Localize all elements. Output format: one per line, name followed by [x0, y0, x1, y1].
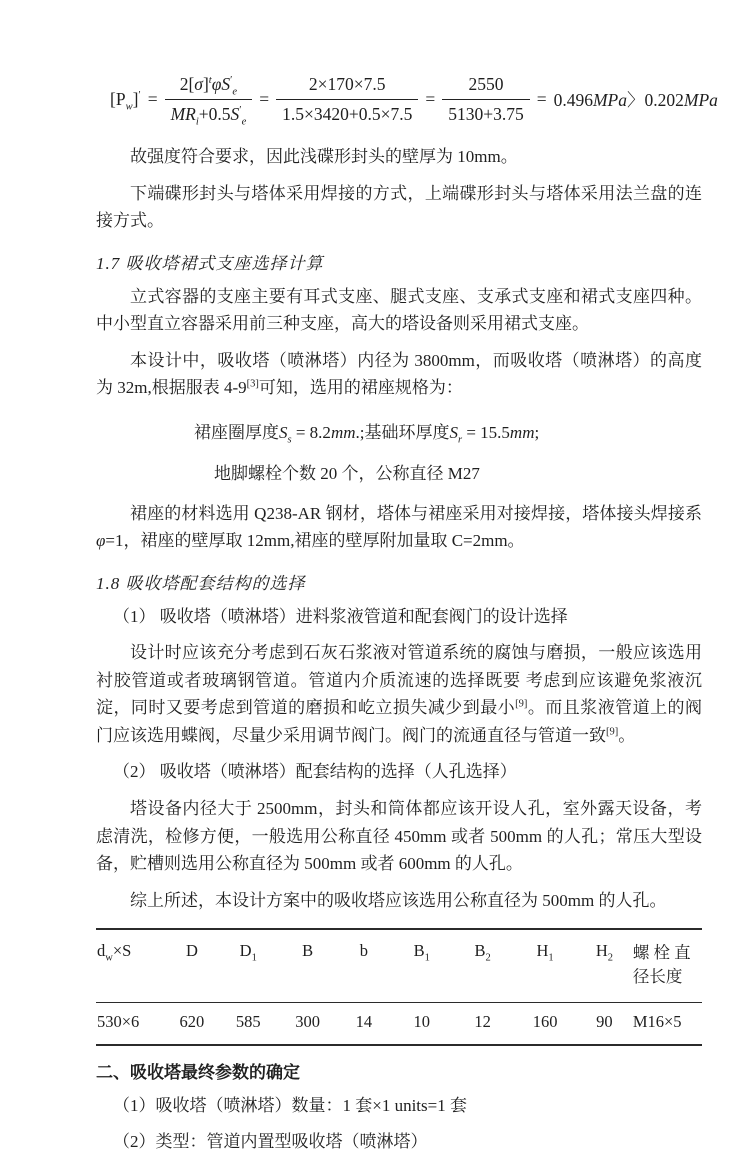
table-header-b: b — [359, 941, 369, 961]
final-item-quantity: （1）吸收塔（喷淋塔）数量：1 套×1 units=1 套 — [113, 1095, 467, 1115]
table-cell-d1: 585 — [235, 1011, 261, 1031]
table-header-b-cap: B — [302, 941, 314, 961]
citation-9: [9] — [515, 698, 528, 710]
table-header-b2: $B_2$ — [474, 941, 491, 964]
list-item-2-manhole: （2） 吸收塔（喷淋塔）配套结构的选择（人孔选择） — [113, 762, 517, 782]
table-cell-h2: 90 — [596, 1011, 613, 1031]
citation-9: [9] — [606, 726, 619, 738]
table-header-row — [96, 929, 702, 1002]
manhole-dimension-table — [96, 928, 702, 1046]
section-heading-1-7: 1.7 吸收塔裙式支座选择计算 — [96, 253, 324, 273]
table-data-row — [96, 1002, 702, 1045]
paragraph-support-types: 立式容器的支座主要有耳式支座、腿式支座、支承式支座和裙式支座四种。中小型直立容器采用前三种支座，高大的塔设备则采用裙式支座。 — [96, 286, 702, 334]
section-heading-final-parameters: 二、吸收塔最终参数的确定 — [96, 1062, 300, 1082]
table-header-h1: $H_1$ — [536, 941, 554, 964]
table-cell-h1: 160 — [532, 1011, 558, 1031]
equals-sign: = — [425, 89, 436, 109]
formula-result: 0.496MPa〉0.202MPa — [553, 90, 718, 110]
table-cell-b-cap: 300 — [295, 1011, 320, 1031]
final-item-type: （2）类型：管道内置型吸收塔（喷淋塔） — [113, 1132, 428, 1152]
table-cell-bolt-size: M16×5 — [632, 1011, 682, 1031]
section-heading-1-8: 1.8 吸收塔配套结构的选择 — [96, 573, 306, 593]
table-header-h2: $H_2$ — [595, 941, 614, 964]
citation-3: [3] — [246, 378, 259, 390]
list-item-1-pipe-valve: （1） 吸收塔（喷淋塔）进料浆液管道和配套阀门的设计选择 — [113, 606, 568, 626]
table-cell-b2: 12 — [474, 1011, 491, 1031]
table-cell-b1: 10 — [413, 1011, 430, 1031]
numeric-fraction-2: $\frac{2550}{5130+3.75}$ — [442, 74, 530, 125]
paragraph-strength-conclusion: 故强度符合要求，因此浅碟形封头的壁厚为 10mm。 — [130, 147, 518, 166]
paragraph-manhole-summary: 综上所述，本设计方案中的吸收塔应该选用公称直径为 500mm 的人孔。 — [130, 890, 667, 910]
paragraph-skirt-material: 裙座的材料选用 Q238-AR 钢材，塔体与裙座采用对接焊接，塔体接头焊接系 φ=1，裙座的壁厚取 12mm,裙座的壁厚附加量取 C=2mm。 — [96, 503, 702, 551]
paragraph-weld-connection: 下端碟形封头与塔体采用焊接的方式，上端碟形封头与塔体采用法兰盘的连接方式。 — [96, 183, 702, 231]
table-cell-d: 620 — [179, 1011, 205, 1031]
table-cell-dwxs: 530×6 — [97, 1011, 140, 1031]
equals-sign: = — [259, 89, 270, 109]
table-cell-b: 14 — [355, 1011, 373, 1031]
anchor-bolt-line: 地脚螺栓个数 20 个，公称直径 M27 — [214, 463, 480, 483]
head-pressure-check-formula — [110, 74, 718, 128]
paragraph-pipe-design: 设计时应该充分考虑到石灰石浆液对管道系统的腐蚀与磨损，一般应该选用衬胶管道或者玻璃钢管道。管道内介质流速的选择既要 考虑到应该避免浆液沉淀，同时又要考虑到管道的磨损和屹立损失减少到最小[9]。而且浆液管道上的阀门应该选用蝶阀，尽量少采用调节阀门。阀门的流通直径与管道一致[9]。 — [96, 643, 703, 745]
skirt-thickness-line: 裙座圈厚度$S_s = 8.2mm$.;基础环厚度$S_r = 15.5mm$; — [194, 422, 540, 446]
table-header-b1: $B_1$ — [413, 941, 430, 964]
numeric-fraction-1: $\frac{2\times 170\times 7.5}{1.5\times 3420+0.5\times 7.5}$ — [276, 74, 418, 125]
equals-sign: = — [536, 89, 547, 109]
paragraph-skirt-selection: 本设计中，吸收塔（喷淋塔）内径为 3800mm，而吸收塔（喷淋塔）的高度为 32m,根据服表 4-9[3]可知，选用的裙座规格为： — [96, 350, 702, 398]
table-header-dwxs: $d_w\times S$ — [97, 941, 132, 964]
formula-lhs: $[P_w]'$ — [110, 89, 141, 113]
table-header-d1: $D_1$ — [239, 941, 257, 964]
equals-sign: = — [147, 89, 158, 109]
paragraph-manhole-sizing: 塔设备内径大于 2500mm，封头和筒体都应该开设人孔，室外露天设备，考虑清洗，检修方便，一般选用公称直径 450mm 或者 500mm 的人孔；常压大型设备，贮槽则选用公称直径为 500mm 或者 600mm 的人孔。 — [96, 798, 702, 874]
symbolic-fraction: $\frac{2[\sigma]^t\varphi S'_e}{MR_i+0.5S'_e}$ — [165, 74, 253, 125]
table-header-d: D — [185, 941, 198, 961]
table-header-bolt-size: 螺 栓 直 径长度 — [632, 943, 691, 987]
